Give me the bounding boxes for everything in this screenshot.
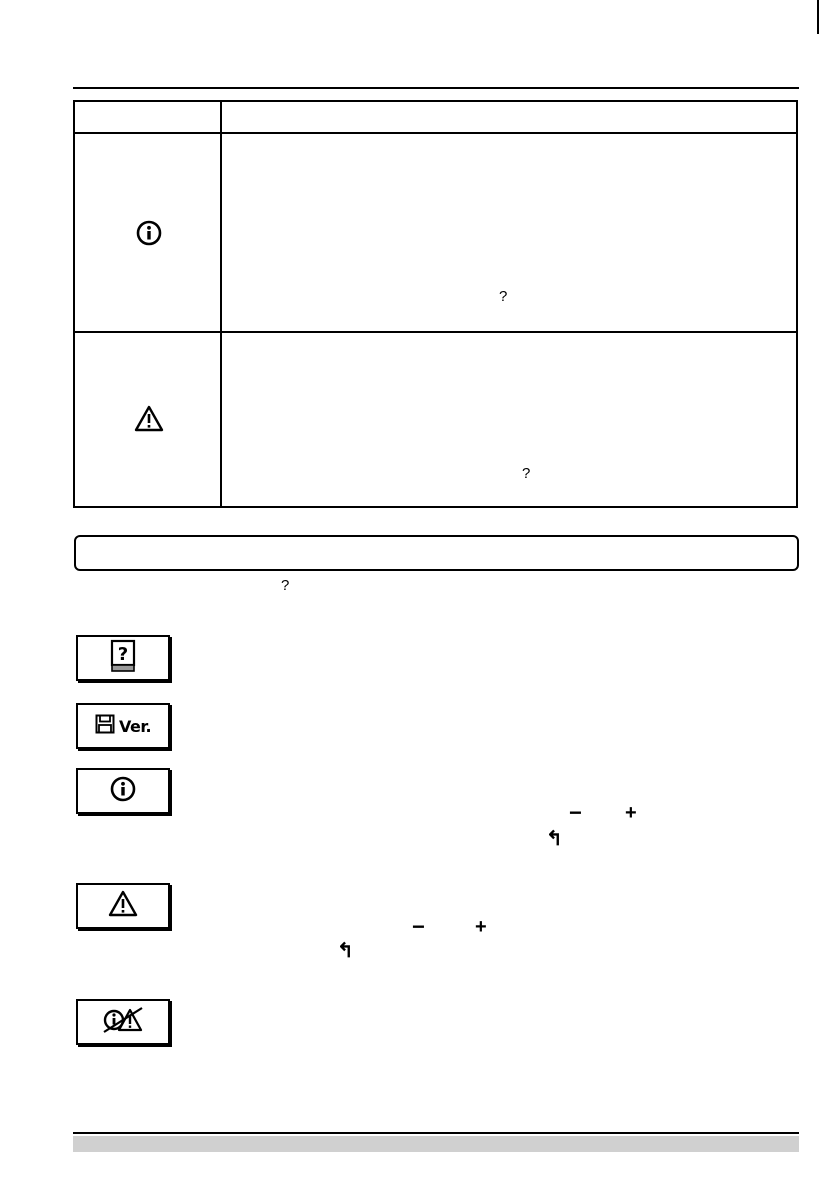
help-key-button[interactable] (76, 635, 170, 681)
table-header-row (75, 102, 796, 134)
warning-key-button[interactable] (76, 883, 170, 929)
table-row-divider (75, 331, 796, 333)
section-heading (74, 535, 799, 571)
table-row-marker: ? (499, 288, 508, 305)
hide-messages-key-button[interactable] (76, 999, 170, 1045)
table-row-marker: ? (522, 465, 531, 482)
icon-table (73, 100, 798, 508)
footer-band (73, 1136, 799, 1152)
floppy-disk-icon (95, 714, 115, 739)
section-marker: ? (281, 577, 290, 594)
info-circle-icon (110, 776, 136, 807)
footer-rule (73, 1132, 799, 1134)
info-circle-icon (136, 220, 162, 251)
warning-triangle-icon (134, 405, 164, 437)
table-column-divider (220, 102, 222, 506)
plus-icon: + (475, 916, 487, 938)
svg-text:?: ? (117, 643, 129, 665)
back-arrow-icon: ↰ (546, 828, 563, 850)
version-key-label: Ver. (118, 716, 152, 736)
minus-icon: − (412, 914, 425, 939)
version-key-button[interactable] (76, 703, 170, 749)
warning-triangle-icon (108, 890, 138, 922)
info-key-button[interactable] (76, 768, 170, 814)
plus-icon: + (625, 802, 637, 824)
back-arrow-icon: ↰ (337, 940, 354, 962)
minus-icon: − (569, 800, 582, 825)
hide-info-warning-icon (100, 1005, 146, 1040)
header-rule (73, 87, 799, 89)
crop-mark (817, 0, 819, 34)
help-book-icon (110, 639, 136, 678)
